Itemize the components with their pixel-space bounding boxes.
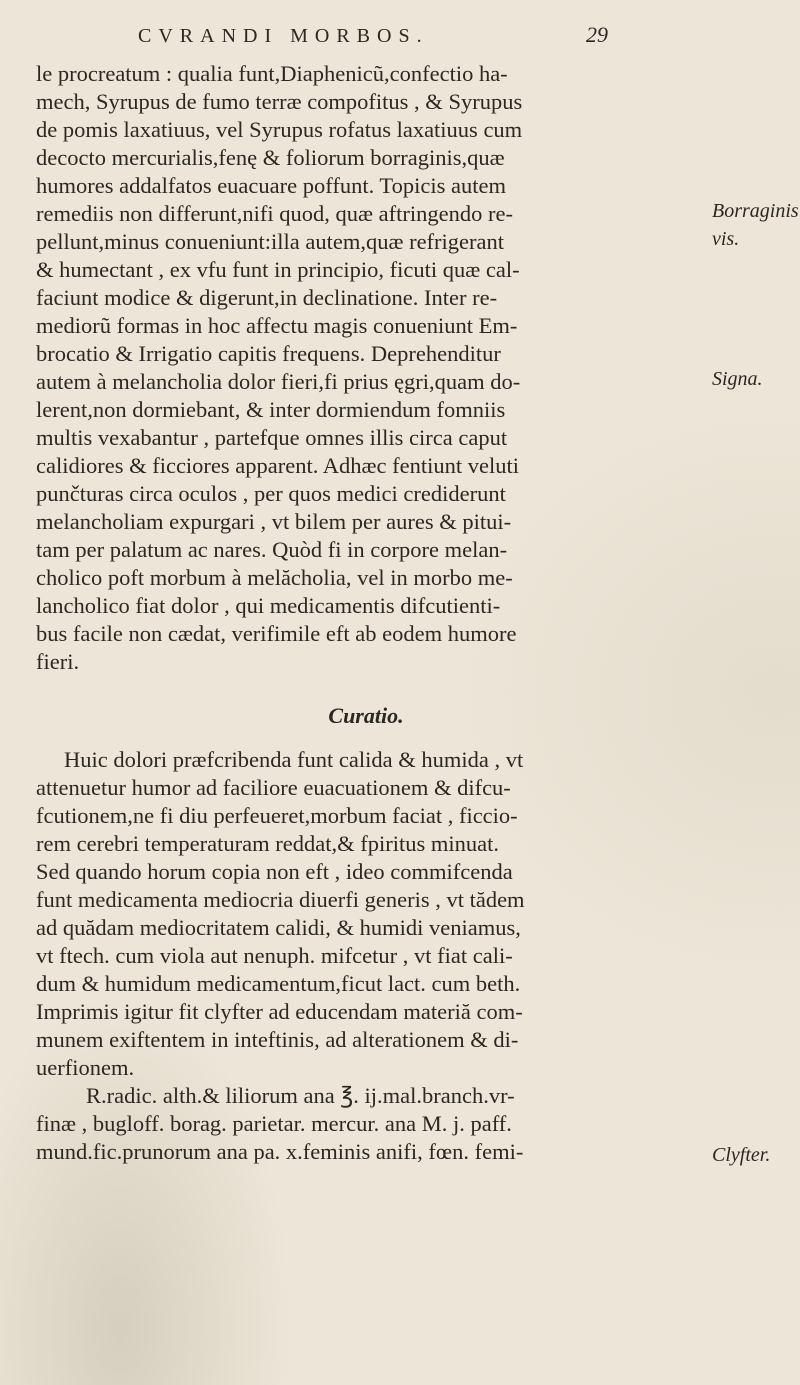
margin-note-vis: vis. [712,228,740,250]
section-heading: Curatio. [328,703,404,728]
running-head: CVRANDI MORBOS. [138,25,429,47]
text-line: bus facile non cædat, verifimile eft ab eodem humore [36,621,517,646]
text-line: & humectant , ex vfu funt in principio, ficuti quæ cal- [36,257,520,282]
text-line: brocatio & Irrigatio capitis frequens. Deprehenditur [36,341,501,366]
text-line: calidiores & ficciores apparent. Adhæc fentiunt veluti [36,453,519,478]
text-line: Imprimis igitur fit clyfter ad educendam materiă com- [36,999,523,1024]
text-line: decocto mercurialis,fenę & foliorum borraginis,quæ [36,145,505,170]
margin-note-clyster: Clyfter. [712,1144,771,1166]
page-header [138,22,608,48]
text-line: melancholiam expurgari , vt bilem per aures & pitui- [36,509,512,534]
paragraph-symptoms [36,60,696,676]
text-line: vt ftech. cum viola aut nenuph. mifcetur , vt fiat cali- [36,943,513,968]
text-line: Huic dolori præfcribenda funt calida & humida , vt [64,747,524,772]
text-line: pellunt,minus conueniunt:illa autem,quæ refrigerant [36,229,505,254]
text-line: munem exiftentem in inteftinis, ad alterationem & di- [36,1027,519,1052]
text-line: ad quădam mediocritatem calidi, & humidi veniamus, [36,915,521,940]
text-line: fieri. [36,649,80,674]
text-line: cholico poft morbum à melăcholia, vel in morbo me- [36,565,513,590]
text-line: faciunt modice & digerunt,in declinatione. Inter re- [36,285,498,310]
text-line: multis vexabantur , partefque omnes illis circa caput [36,425,508,450]
text-line: tam per palatum ac nares. Quòd fi in corpore melan- [36,537,508,562]
text-line: R.radic. alth.& liliorum ana ℥. ij.mal.branch.vr- [86,1083,515,1108]
text-line: fcutionem,ne fi diu perfeueret,morbum faciat , ficcio- [36,803,518,828]
paragraph-treatment [36,746,696,1166]
text-line: mund.fic.prunorum ana pa. x.feminis anifi, fœn. femi- [36,1139,524,1164]
text-line: rem cerebri temperaturam reddat,& fpiritus minuat. [36,831,499,856]
text-line: humores addalfatos euacuare poffunt. Topicis autem [36,173,506,198]
text-line: mediorũ formas in hoc affectu magis conueniunt Em- [36,313,518,338]
text-line: remediis non differunt,nifi quod, quæ aftringendo re- [36,201,513,226]
text-line: funt medicamenta mediocria diuerfi generis , vt tădem [36,887,525,912]
text-line: dum & humidum medicamentum,ficut lact. cum beth. [36,971,521,996]
margin-note-signa: Signa. [712,368,763,390]
text-line: attenuetur humor ad faciliore euacuationem & difcu- [36,775,511,800]
text-line: mech, Syrupus de fumo terræ compofitus , & Syrupus [36,89,523,114]
text-line: Sed quando horum copia non eft , ideo commifcenda [36,859,513,884]
text-line: lancholico fiat dolor , qui medicamentis difcutienti- [36,593,501,618]
text-line: punčturas circa oculos , per quos medici crediderunt [36,481,506,506]
text-line: uerfionem. [36,1055,135,1080]
text-line: autem à melancholia dolor fieri,fi prius ęgri,quam do- [36,369,521,394]
text-line: finæ , bugloff. borag. parietar. mercur. ana M. j. paff. [36,1111,512,1136]
margin-note-borraginis: Borraginis [712,200,799,222]
text-line: le procreatum : qualia funt,Diaphenicũ,confectio ha- [36,61,508,86]
text-line: de pomis laxatiuus, vel Syrupus rofatus laxatiuus cum [36,117,523,142]
page-number: 29 [586,22,608,47]
text-line: lerent,non dormiebant, & inter dormiendum fomniis [36,397,506,422]
